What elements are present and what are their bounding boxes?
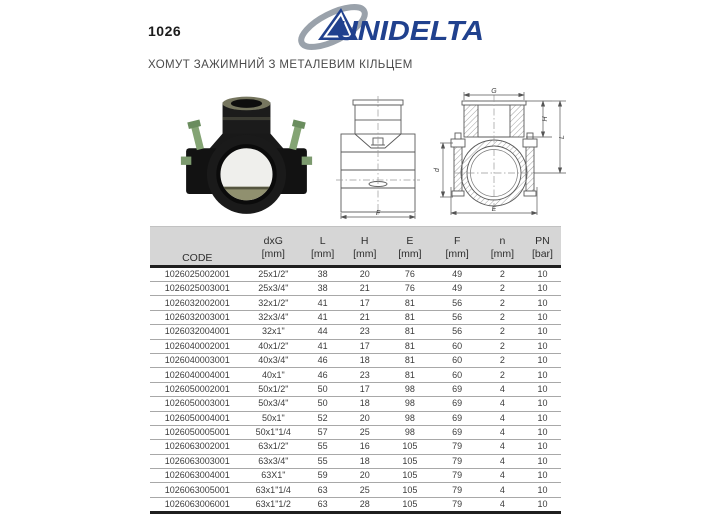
table-cell: 10 — [524, 296, 561, 310]
table-cell: 20 — [343, 267, 386, 282]
col-header-n: n — [481, 227, 524, 248]
table-cell: 18 — [343, 454, 386, 468]
table-cell: 23 — [343, 325, 386, 339]
table-cell: 55 — [302, 454, 343, 468]
table-cell: 41 — [302, 296, 343, 310]
table-cell: 16 — [343, 440, 386, 454]
dim-label-G: G — [491, 88, 497, 95]
col-unit-f: [mm] — [434, 248, 481, 267]
table-cell: 10 — [524, 483, 561, 497]
table-cell: 10 — [524, 267, 561, 282]
table-cell: 49 — [434, 282, 481, 296]
table-cell: 4 — [481, 454, 524, 468]
dim-label-H: H — [542, 116, 549, 122]
table-header — [150, 227, 561, 267]
table-cell: 60 — [434, 353, 481, 367]
table-cell: 25 — [343, 425, 386, 439]
col-unit-pn: [bar] — [524, 248, 561, 267]
table-cell: 10 — [524, 339, 561, 353]
table-row — [150, 483, 561, 497]
table-cell: 50x1"1/4 — [245, 425, 303, 439]
table-cell: 40x3/4" — [245, 353, 303, 367]
table-cell: 50x1/2" — [245, 382, 303, 396]
table-cell: 79 — [434, 483, 481, 497]
table-cell: 38 — [302, 267, 343, 282]
table-cell: 25x3/4" — [245, 282, 303, 296]
table-cell: 38 — [302, 282, 343, 296]
table-row — [150, 497, 561, 512]
table-cell: 44 — [302, 325, 343, 339]
table-cell: 4 — [481, 425, 524, 439]
table-cell: 52 — [302, 411, 343, 425]
table-cell: 10 — [524, 353, 561, 367]
table-cell: 4 — [481, 483, 524, 497]
table-cell: 50x1" — [245, 411, 303, 425]
table-cell: 46 — [302, 353, 343, 367]
table-cell: 20 — [343, 411, 386, 425]
col-header-l: L — [302, 227, 343, 248]
table-cell: 55 — [302, 440, 343, 454]
table-cell: 50x3/4" — [245, 397, 303, 411]
table-cell: 41 — [302, 339, 343, 353]
col-unit-l: [mm] — [302, 248, 343, 267]
table-cell: 105 — [386, 440, 433, 454]
table-cell: 4 — [481, 382, 524, 396]
table-cell: 1026032002001 — [150, 296, 245, 310]
table-row — [150, 469, 561, 483]
table-cell: 10 — [524, 310, 561, 324]
left-bolt — [187, 119, 206, 150]
unidelta-logo — [296, 4, 486, 50]
table-cell: 1026050004001 — [150, 411, 245, 425]
table-cell: 4 — [481, 440, 524, 454]
table-cell: 40x1" — [245, 368, 303, 382]
table-cell: 10 — [524, 425, 561, 439]
col-header-dxg: dxG — [245, 227, 303, 248]
table-row — [150, 368, 561, 382]
col-header-f: F — [434, 227, 481, 248]
table-cell: 1026063002001 — [150, 440, 245, 454]
side-view-drawing — [333, 94, 423, 220]
table-cell: 98 — [386, 425, 433, 439]
col-header-pn: PN — [524, 227, 561, 248]
table-cell: 10 — [524, 397, 561, 411]
table-cell: 69 — [434, 425, 481, 439]
table-cell: 17 — [343, 296, 386, 310]
table-row — [150, 440, 561, 454]
table-cell: 10 — [524, 411, 561, 425]
table-row — [150, 411, 561, 425]
table-cell: 60 — [434, 339, 481, 353]
table-row — [150, 267, 561, 282]
table-cell: 81 — [386, 353, 433, 367]
table-cell: 1026063003001 — [150, 454, 245, 468]
table-cell: 56 — [434, 325, 481, 339]
table-cell: 32x1/2" — [245, 296, 303, 310]
table-row — [150, 282, 561, 296]
table-cell: 1026025002001 — [150, 267, 245, 282]
table-row — [150, 454, 561, 468]
table-cell: 25 — [343, 483, 386, 497]
table-cell: 2 — [481, 267, 524, 282]
table-cell: 63x1"1/4 — [245, 483, 303, 497]
table-row — [150, 296, 561, 310]
table-cell: 4 — [481, 497, 524, 512]
table-cell: 81 — [386, 325, 433, 339]
table-cell: 10 — [524, 440, 561, 454]
table-cell: 10 — [524, 282, 561, 296]
table-cell: 81 — [386, 310, 433, 324]
table-cell: 60 — [434, 368, 481, 382]
table-cell: 63 — [302, 483, 343, 497]
dim-label-L: L — [559, 135, 566, 139]
table-cell: 105 — [386, 497, 433, 512]
product-code: 1026 — [148, 23, 182, 39]
col-unit-h: [mm] — [343, 248, 386, 267]
table-cell: 56 — [434, 310, 481, 324]
table-cell: 1026063005001 — [150, 483, 245, 497]
col-unit-e: [mm] — [386, 248, 433, 267]
table-cell: 2 — [481, 310, 524, 324]
table-cell: 69 — [434, 397, 481, 411]
table-cell: 21 — [343, 310, 386, 324]
table-cell: 4 — [481, 469, 524, 483]
table-cell: 69 — [434, 382, 481, 396]
table-cell: 10 — [524, 469, 561, 483]
table-cell: 2 — [481, 282, 524, 296]
table-cell: 46 — [302, 368, 343, 382]
table-cell: 50 — [302, 397, 343, 411]
table-cell: 10 — [524, 368, 561, 382]
table-cell: 4 — [481, 397, 524, 411]
table-cell: 1026050005001 — [150, 425, 245, 439]
table-row — [150, 325, 561, 339]
table-cell: 1026040003001 — [150, 353, 245, 367]
table-cell: 2 — [481, 368, 524, 382]
table-cell: 32x3/4" — [245, 310, 303, 324]
product-photo — [168, 92, 325, 218]
table-cell: 2 — [481, 325, 524, 339]
table-cell: 28 — [343, 497, 386, 512]
table-cell: 59 — [302, 469, 343, 483]
table-cell: 81 — [386, 339, 433, 353]
table-cell: 23 — [343, 368, 386, 382]
table-row — [150, 310, 561, 324]
table-cell: 10 — [524, 325, 561, 339]
table-cell: 17 — [343, 339, 386, 353]
table-row — [150, 353, 561, 367]
table-cell: 50 — [302, 382, 343, 396]
table-cell: 79 — [434, 497, 481, 512]
table-cell: 10 — [524, 382, 561, 396]
table-cell: 57 — [302, 425, 343, 439]
table-row — [150, 382, 561, 396]
table-cell: 1026025003001 — [150, 282, 245, 296]
table-cell: 81 — [386, 368, 433, 382]
table-cell: 2 — [481, 353, 524, 367]
dimension-table — [150, 226, 561, 514]
table-cell: 76 — [386, 282, 433, 296]
logo-brand-text: UNIDELTA — [336, 15, 484, 46]
table-cell: 41 — [302, 310, 343, 324]
table-cell: 105 — [386, 454, 433, 468]
table-cell: 79 — [434, 469, 481, 483]
table-cell: 21 — [343, 282, 386, 296]
col-header-code: CODE — [150, 227, 245, 267]
table-cell: 10 — [524, 454, 561, 468]
table-cell: 1026050002001 — [150, 382, 245, 396]
table-cell: 63x1"1/2 — [245, 497, 303, 512]
dim-label-d: d — [434, 168, 441, 172]
table-cell: 25x1/2" — [245, 267, 303, 282]
table-cell: 10 — [524, 497, 561, 512]
table-cell: 1026063006001 — [150, 497, 245, 512]
col-unit-dxg: [mm] — [245, 248, 303, 267]
table-cell: 1026032003001 — [150, 310, 245, 324]
table-cell: 1026040002001 — [150, 339, 245, 353]
table-cell: 79 — [434, 440, 481, 454]
table-cell: 18 — [343, 353, 386, 367]
table-cell: 56 — [434, 296, 481, 310]
table-cell: 20 — [343, 469, 386, 483]
unidelta-logo-graphic — [296, 4, 486, 50]
front-view-drawing — [426, 87, 572, 220]
table-cell: 79 — [434, 454, 481, 468]
table-cell: 63 — [302, 497, 343, 512]
table-cell: 105 — [386, 483, 433, 497]
table-cell: 63x3/4" — [245, 454, 303, 468]
table-body — [150, 267, 561, 513]
table-cell: 69 — [434, 411, 481, 425]
table-cell: 1026050003001 — [150, 397, 245, 411]
page-title: ХОМУТ ЗАЖИМНИЙ З МЕТАЛЕВИМ КІЛЬЦЕМ — [148, 59, 413, 71]
table-cell: 2 — [481, 296, 524, 310]
table-cell: 81 — [386, 296, 433, 310]
table-cell: 105 — [386, 469, 433, 483]
table-cell: 32x1" — [245, 325, 303, 339]
table-cell: 1026040004001 — [150, 368, 245, 382]
table-cell: 18 — [343, 397, 386, 411]
col-unit-n: [mm] — [481, 248, 524, 267]
dim-label-E: E — [491, 206, 497, 213]
table-cell: 98 — [386, 397, 433, 411]
table-row — [150, 397, 561, 411]
table-cell: 98 — [386, 382, 433, 396]
table-cell: 17 — [343, 382, 386, 396]
table-cell: 63x1/2" — [245, 440, 303, 454]
table-cell: 1026032004001 — [150, 325, 245, 339]
table-cell: 2 — [481, 339, 524, 353]
table-cell: 76 — [386, 267, 433, 282]
right-bolt — [287, 119, 306, 150]
dim-label-F: F — [375, 210, 381, 217]
table-cell: 40x1/2" — [245, 339, 303, 353]
col-header-h: H — [343, 227, 386, 248]
table-cell: 98 — [386, 411, 433, 425]
table-cell: 49 — [434, 267, 481, 282]
col-header-e: E — [386, 227, 433, 248]
table-row — [150, 425, 561, 439]
table-cell: 1026063004001 — [150, 469, 245, 483]
table-row — [150, 339, 561, 353]
table-cell: 4 — [481, 411, 524, 425]
table-cell: 63X1" — [245, 469, 303, 483]
